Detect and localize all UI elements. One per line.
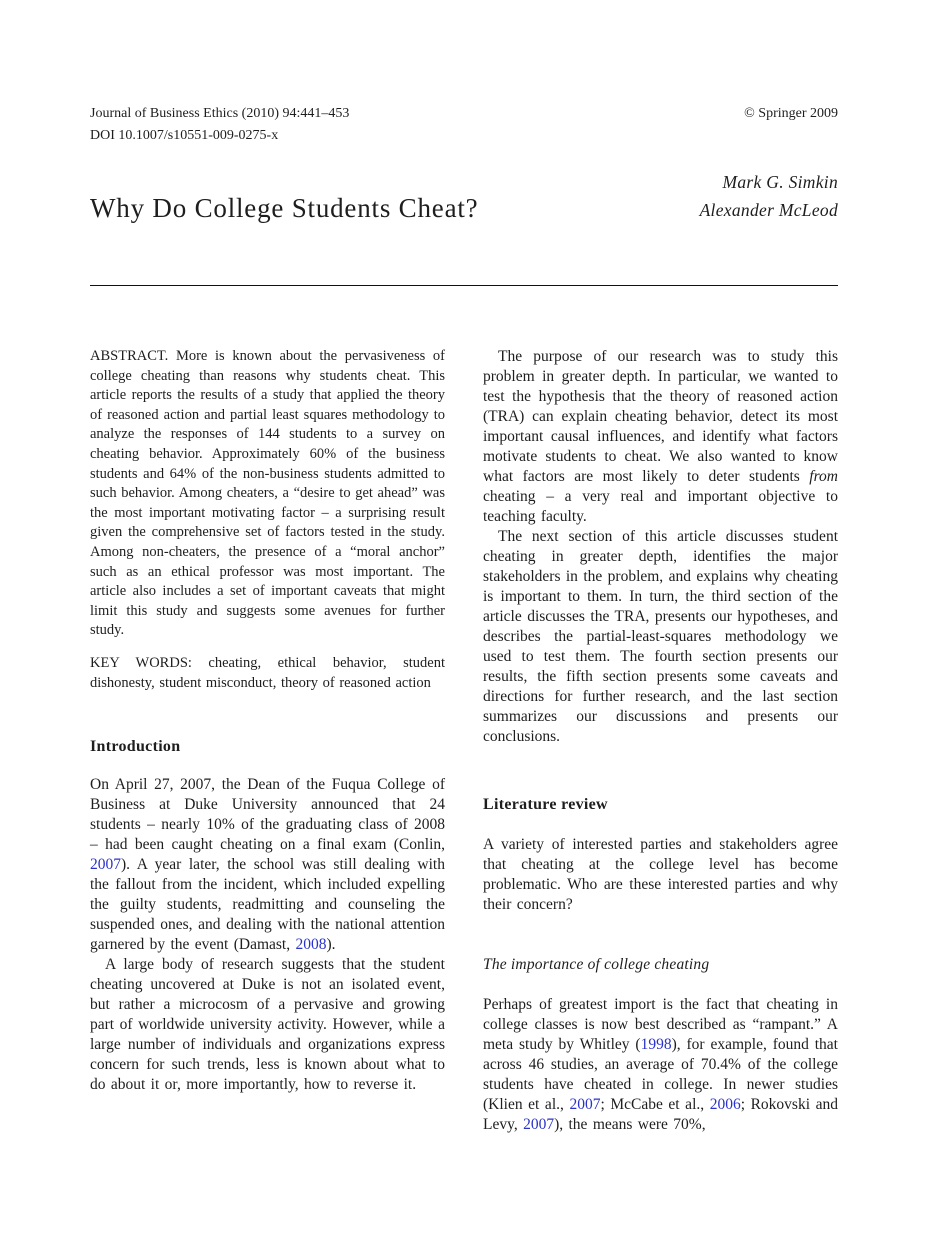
- text-run: ABSTRACT. More is known about the pervasiveness of college cheating than reasons why students cheat. This article reports the results of a study that applied the theory of reasoned action and partial least squares methodology to analyze the responses of 144 students to a survey on cheating behavior. Approximately 60% of the business students and 64% of the non-business students admitted to such behavior. Among cheaters, a “desire to get ahead” was the most important motivating factor – a surprising result given the comprehensive set of factors tested in the study. Among non-cheaters, the presence of a “moral anchor” such as an ethical professor was most important. The article also includes a set of important caveats that might limit this study and suggests some avenues for further study.: [90, 348, 445, 639]
- section-heading-literature-review: Literature review: [483, 796, 608, 813]
- abstract-paragraph: [90, 347, 445, 641]
- text-run: ). A year later, the school was still dealing with the fallout from the incident, which included expelling the guilty students, readmitting and counseling the suspended ones, and dealing with the national attention garnered by the event (Damast,: [90, 856, 445, 954]
- header-rule: [90, 285, 838, 286]
- citation-year-link[interactable]: 2006: [709, 1096, 741, 1113]
- subsection-heading-importance: The importance of college cheating: [483, 956, 710, 973]
- text-run: Perhaps of greatest import is the fact that cheating in college classes is now best described as “rampant.” A meta study by Whitley (: [483, 996, 838, 1053]
- article-title: Why Do College Students Cheat?: [90, 193, 479, 224]
- text-run: cheating – a very real and important objective to teaching faculty.: [483, 488, 838, 525]
- citation-year-link[interactable]: 2007: [523, 1116, 555, 1133]
- text-run: ; McCabe et al.,: [600, 1096, 710, 1113]
- right-column: [483, 347, 838, 1135]
- purpose-paragraph-2: [483, 527, 838, 747]
- text-run: On April 27, 2007, the Dean of the Fuqua College of Business at Duke University announced that 24 students – nearly 10% of the graduating class of 2008 – had been caught cheating on a final exam (Conlin,: [90, 776, 445, 854]
- author-name-1: Mark G. Simkin: [722, 172, 838, 192]
- introduction-paragraph-2: [90, 955, 445, 1095]
- text-run: ), for example, found that across 46 studies, an average of 70.4% of the college students have cheated in college. In newer studies (Klien et al.,: [483, 1036, 838, 1113]
- text-run: KEY WORDS: cheating, ethical behavior, student dishonesty, student misconduct, theory of reasoned action: [90, 654, 445, 691]
- text-run: ), the means were 70%,: [554, 1116, 706, 1133]
- doi-line: DOI 10.1007/s10551-009-0275-x: [90, 127, 279, 143]
- emphasized-text: from: [809, 468, 838, 485]
- journal-header: [90, 103, 838, 146]
- purpose-paragraph-1: [483, 347, 838, 527]
- keywords-paragraph: [90, 654, 445, 693]
- left-column: [90, 347, 445, 1135]
- journal-meta: [90, 103, 349, 146]
- citation-year-link[interactable]: 2007: [90, 856, 121, 874]
- text-run: ).: [326, 936, 336, 954]
- citation-year-link[interactable]: 1998: [640, 1036, 672, 1053]
- introduction-paragraph-1: [90, 775, 445, 955]
- text-run: The next section of this article discusses student cheating in greater depth, identifies the major stakeholders in the problem, and explains why cheating is important to them. In turn, the third section of the article discusses the TRA, presents our hypotheses, and describes the partial-least-squares methodology we used to test them. The fourth section presents our results, the fifth section presents some caveats and directions for further research, and the last section summarizes our discussions and presents our conclusions.: [483, 528, 838, 745]
- text-run: A large body of research suggests that the student cheating uncovered at Duke is not an isolated event, but rather a microcosm of a pervasive and growing part of worldwide university activity. However, while a large number of individuals and organizations express concern for such trends, less is known about what to do about it or, more importantly, how to reverse it.: [90, 956, 445, 1094]
- literature-paragraph-1: [483, 835, 838, 915]
- author-name-2: Alexander McLeod: [699, 200, 838, 220]
- text-run: ; Rokovski and Levy,: [483, 1096, 838, 1133]
- title-block: [90, 168, 838, 224]
- journal-citation: Journal of Business Ethics (2010) 94:441–453: [90, 106, 350, 121]
- section-heading-introduction: Introduction: [90, 738, 181, 756]
- article-body: [90, 347, 838, 1135]
- copyright-notice: © Springer 2009: [744, 106, 838, 121]
- citation-year-link[interactable]: 2007: [569, 1096, 601, 1113]
- citation-year-link[interactable]: 2008: [295, 936, 327, 954]
- literature-paragraph-2: [483, 995, 838, 1135]
- author-list: [700, 168, 838, 224]
- text-run: The purpose of our research was to study this problem in greater depth. In particular, we wanted to test the hypothesis that the theory of reasoned action (TRA) can explain cheating behavior, detect its most important causal influences, and identify what factors motivate students to cheat. We also wanted to know what factors are most likely to deter students: [483, 348, 838, 485]
- text-run: A variety of interested parties and stakeholders agree that cheating at the college level has become problematic. Who are these interested parties and why their concern?: [483, 836, 838, 913]
